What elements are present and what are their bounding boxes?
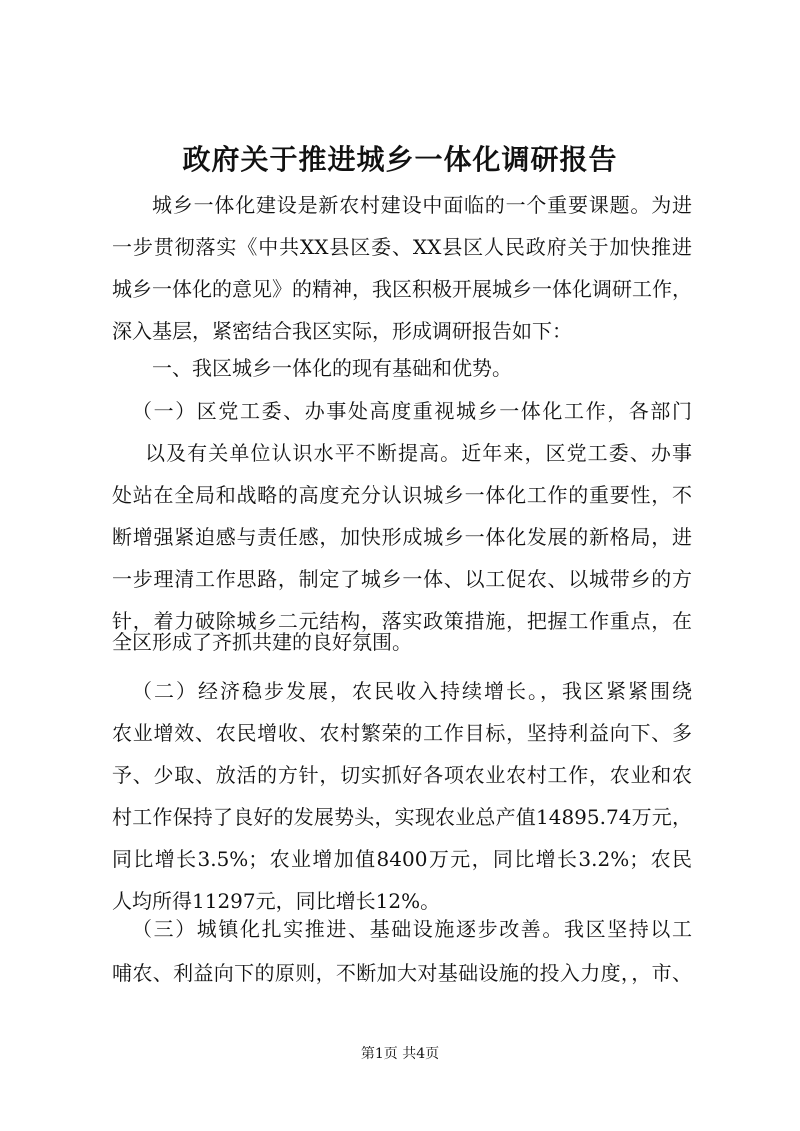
page-footer: 第1页 共4页 — [360, 1046, 440, 1062]
document-title: 政府关于推进城乡一体化调研报告 — [182, 143, 618, 176]
paragraph-line: 断增强紧迫感与责任感，加快形成城乡一体化发展的新格局，进 — [112, 525, 692, 549]
paragraph-line: （三）城镇化扎实推进、基础设施逐步改善。我区坚持以工 — [132, 917, 692, 941]
paragraph-line: 农业增效、农民增收、农村繁荣的工作目标，坚持利益向下、多 — [112, 721, 692, 745]
paragraph-line: 予、少取、放活的方针，切实抓好各项农业农村工作，农业和农 — [112, 763, 692, 787]
paragraph-line: （一）区党工委、办事处高度重视城乡一体化工作，各部门 — [132, 399, 692, 423]
paragraph-line: （二）经济稳步发展，农民收入持续增长。，我区紧紧围绕 — [132, 679, 692, 703]
paragraph-line: 处站在全局和战略的高度充分认识城乡一体化工作的重要性，不 — [112, 483, 692, 507]
paragraph-line: 全区形成了齐抓共建的良好氛围。 — [112, 630, 412, 654]
paragraph-line: 城乡一体化建设是新农村建设中面临的一个重要课题。为进 — [152, 193, 692, 217]
paragraph-line: 深入基层，紧密结合我区实际，形成调研报告如下： — [112, 319, 572, 343]
paragraph-line: 人均所得11297元，同比增长12%。 — [112, 889, 441, 913]
paragraph-line: 以及有关单位认识水平不断提高。近年来，区党工委、办事 — [145, 441, 692, 465]
paragraph-line: 一步理清工作思路，制定了城乡一体、以工促农、以城带乡的方 — [112, 567, 692, 591]
paragraph-line: 一步贯彻落实《中共XX县区委、XX县区人民政府关于加快推进 — [112, 235, 692, 259]
paragraph-line: 针，着力破除城乡二元结构，落实政策措施，把握工作重点，在 — [112, 609, 692, 633]
paragraph-line: 同比增长3.5%；农业增加值8400万元，同比增长3.2%；农民 — [112, 847, 692, 871]
paragraph-line: 哺农、利益向下的原则，不断加大对基础设施的投入力度，，市、 — [112, 961, 692, 985]
paragraph-line: 城乡一体化的意见》的精神，我区积极开展城乡一体化调研工作， — [112, 277, 692, 301]
paragraph-line: 村工作保持了良好的发展势头，实现农业总产值14895.74万元， — [112, 805, 692, 829]
section-heading: 一、我区城乡一体化的现有基础和优势。 — [152, 356, 512, 380]
